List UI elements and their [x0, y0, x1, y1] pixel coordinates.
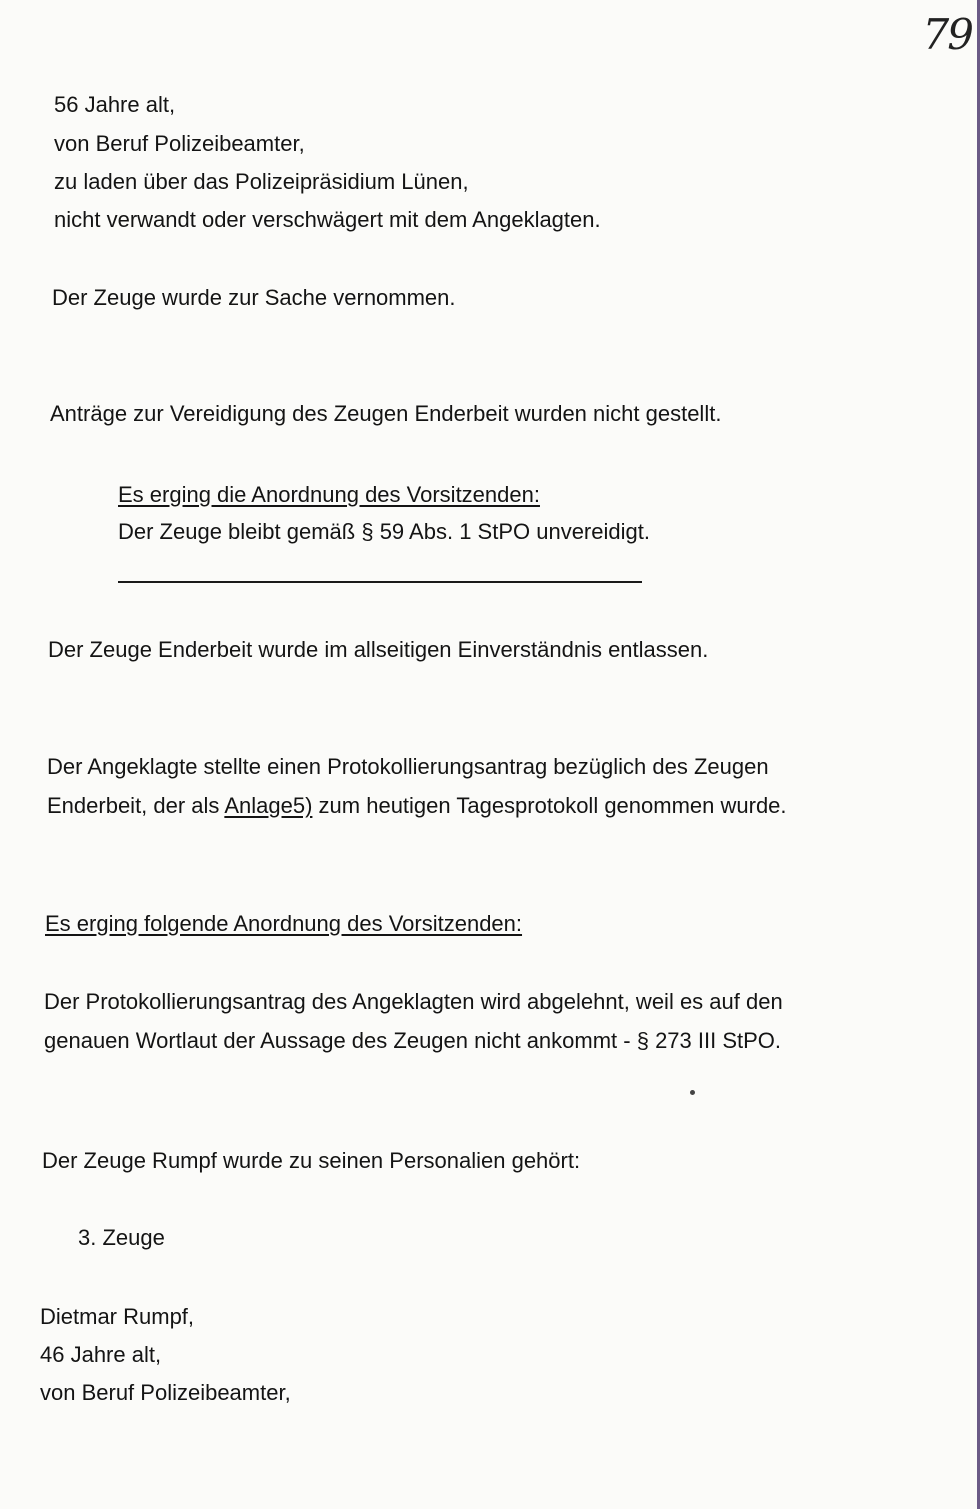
order-rejection-line-1: Der Protokollierungsantrag des Angeklagten wird abgelehnt, weil es auf den: [44, 989, 783, 1014]
witness-summons-address: zu laden über das Polizeipräsidium Lünen,: [54, 169, 469, 194]
oath-motions-statement: Anträge zur Vereidigung des Zeugen Enderbeit wurden nicht gestellt.: [50, 401, 722, 426]
second-order-heading: Es erging folgende Anordnung des Vorsitzenden:: [45, 911, 523, 936]
witness-rumpf-age: 46 Jahre alt,: [40, 1342, 162, 1367]
witness-number-heading: 3. Zeuge: [78, 1225, 165, 1250]
witness-rumpf-profession: von Beruf Polizeibeamter,: [40, 1380, 291, 1405]
witness-relation: nicht verwandt oder verschwägert mit dem Angeklagten.: [54, 207, 601, 232]
witness-name: Dietmar Rumpf,: [40, 1304, 195, 1329]
record-motion-line-2: [47, 793, 787, 819]
presiding-order-text: Der Zeuge bleibt gemäß § 59 Abs. 1 StPO unvereidigt.: [118, 519, 650, 544]
record-motion-line-1: Der Angeklagte stellte einen Protokollierungsantrag bezüglich des Zeugen: [47, 754, 769, 779]
witness-profession: von Beruf Polizeibeamter,: [54, 131, 305, 156]
witness-rumpf-heard: Der Zeuge Rumpf wurde zu seinen Personalien gehört:: [42, 1148, 581, 1173]
presiding-order-heading: Es erging die Anordnung des Vorsitzenden:: [118, 482, 540, 507]
scan-speck: [690, 1090, 695, 1095]
witness-dismissed: Der Zeuge Enderbeit wurde im allseitigen Einverständnis entlassen.: [48, 637, 709, 662]
order-rejection-line-2: genauen Wortlaut der Aussage des Zeugen nicht ankommt - § 273 III StPO.: [44, 1028, 782, 1053]
record-motion-text-a: Enderbeit, der als: [47, 793, 220, 818]
record-motion-text-b: zum heutigen Tagesprotokoll genommen wurde.: [318, 793, 787, 818]
separator-rule: [118, 581, 642, 583]
witness-age: 56 Jahre alt,: [54, 92, 176, 117]
witness-examined: Der Zeuge wurde zur Sache vernommen.: [52, 285, 456, 310]
annex-reference: Anlage5): [224, 793, 313, 818]
handwritten-page-number: 79: [922, 10, 972, 59]
